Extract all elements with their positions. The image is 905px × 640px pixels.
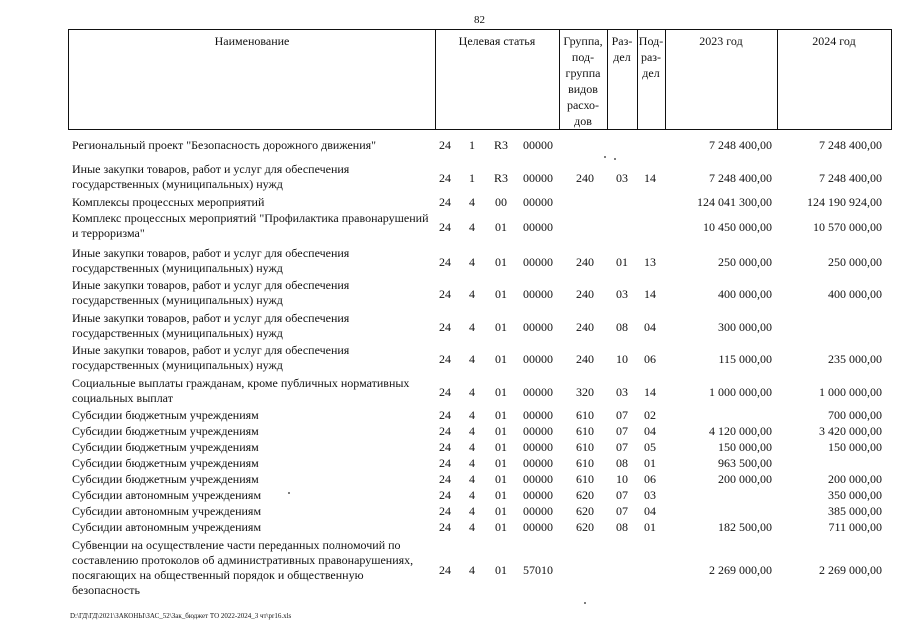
table-row [0, 376, 905, 407]
row-subsection-code: 14 [644, 384, 656, 399]
row-code-b: 1 [469, 170, 475, 185]
row-subsection-code: 02 [644, 408, 656, 422]
row-value-2023: 115 000,00 [718, 351, 772, 366]
row-group-code: 610 [576, 440, 594, 454]
row-code-c: 00 [495, 195, 507, 209]
row-code-a: 24 [439, 504, 451, 518]
row-code-c: 01 [495, 563, 507, 577]
row-section-code: 10 [616, 472, 628, 486]
row-group-code: 320 [576, 384, 594, 399]
row-code-d: 00000 [523, 319, 553, 334]
row-code-c: 01 [495, 488, 507, 502]
row-name: Социальные выплаты гражданам, кроме публичных нормативных социальных выплат [72, 376, 410, 405]
row-subsection-code: 01 [644, 456, 656, 470]
header-group-line: группа [565, 66, 601, 80]
row-value-2023: 10 450 000,00 [703, 219, 772, 234]
row-code-d: 00000 [523, 520, 553, 534]
table-row [0, 138, 905, 153]
row-code-b: 4 [469, 319, 475, 334]
row-code-c: 01 [495, 424, 507, 438]
row-name: Субсидии автономным учреждениям [72, 520, 262, 534]
row-code-b: 4 [469, 456, 475, 470]
row-name: Комплекс процессных мероприятий "Профилактика правонарушений и терроризма" [72, 211, 429, 240]
row-code-d: 00000 [523, 286, 553, 301]
table-row [0, 488, 905, 503]
row-code-b: 4 [469, 351, 475, 366]
row-code-b: 4 [469, 195, 475, 209]
row-code-c: R3 [493, 170, 508, 185]
row-value-2023: 200 000,00 [718, 472, 772, 486]
row-subsection-code: 01 [644, 520, 656, 534]
row-name: Субсидии бюджетным учреждениям [72, 440, 259, 454]
row-code-b: 4 [469, 488, 475, 502]
row-group-code: 240 [576, 319, 594, 334]
row-value-2024: 711 000,00 [828, 520, 882, 534]
table-row [0, 538, 905, 602]
row-code-a: 24 [439, 286, 451, 301]
row-code-d: 00000 [523, 195, 553, 209]
table-row [0, 504, 905, 519]
row-name: Субсидии бюджетным учреждениям [72, 456, 259, 470]
row-code-a: 24 [439, 219, 451, 234]
row-code-c: 01 [495, 219, 507, 234]
row-subsection-code: 14 [644, 170, 656, 185]
row-group-code: 240 [576, 351, 594, 366]
row-value-2024: 250 000,00 [828, 254, 882, 269]
table-row [0, 424, 905, 439]
row-subsection-code: 04 [644, 319, 656, 334]
row-group-code: 620 [576, 488, 594, 502]
row-code-d: 00000 [523, 472, 553, 486]
row-section-code: 08 [616, 456, 628, 470]
row-section-code: 07 [616, 488, 628, 502]
table-row [0, 456, 905, 471]
table-row [0, 472, 905, 487]
row-code-a: 24 [439, 472, 451, 486]
header-2024: 2024 год [812, 34, 856, 48]
row-code-c: 01 [495, 504, 507, 518]
row-subsection-code: 14 [644, 286, 656, 301]
row-name: Иные закупки товаров, работ и услуг для обеспечения государственных (муниципальных) нужд [72, 311, 350, 340]
row-code-a: 24 [439, 408, 451, 422]
row-code-b: 4 [469, 520, 475, 534]
row-value-2024: 385 000,00 [828, 504, 882, 518]
row-name: Иные закупки товаров, работ и услуг для обеспечения государственных (муниципальных) нужд [72, 343, 350, 372]
table-row [0, 162, 905, 193]
scan-dot [288, 492, 290, 494]
row-value-2023: 124 041 300,00 [697, 195, 772, 209]
row-code-c: 01 [495, 472, 507, 486]
row-section-code: 03 [616, 286, 628, 301]
row-name: Субсидии автономным учреждениям [72, 504, 262, 518]
header-subsection-line: раз- [640, 50, 662, 64]
row-code-a: 24 [439, 138, 451, 152]
row-subsection-code: 05 [644, 440, 656, 454]
row-code-c: 01 [495, 408, 507, 422]
row-value-2024: 7 248 400,00 [819, 170, 882, 185]
row-name: Региональный проект "Безопасность дорожного движения" [72, 138, 377, 152]
table-row [0, 211, 905, 242]
row-group-code: 610 [576, 472, 594, 486]
row-code-b: 4 [469, 440, 475, 454]
row-group-code: 240 [576, 254, 594, 269]
row-value-2024: 3 420 000,00 [819, 424, 882, 438]
row-value-2023: 250 000,00 [718, 254, 772, 269]
row-code-c: R3 [493, 138, 508, 152]
row-code-a: 24 [439, 488, 451, 502]
row-code-a: 24 [439, 384, 451, 399]
row-value-2024: 1 000 000,00 [819, 384, 882, 399]
row-value-2023: 4 120 000,00 [709, 424, 772, 438]
row-code-b: 4 [469, 219, 475, 234]
row-code-a: 24 [439, 563, 451, 577]
row-group-code: 610 [576, 456, 594, 470]
row-code-a: 24 [439, 520, 451, 534]
header-subsection-line: Под- [638, 34, 664, 48]
row-value-2024: 2 269 000,00 [819, 563, 882, 577]
row-code-c: 01 [495, 286, 507, 301]
row-value-2023: 1 000 000,00 [709, 384, 772, 399]
row-code-d: 00000 [523, 456, 553, 470]
row-code-c: 01 [495, 456, 507, 470]
row-code-a: 24 [439, 195, 451, 209]
header-name: Наименование [214, 34, 290, 48]
row-code-b: 4 [469, 384, 475, 399]
row-value-2024: 700 000,00 [828, 408, 882, 422]
table-row [0, 246, 905, 277]
scan-dot [584, 602, 586, 604]
header-section-line: Раз- [611, 34, 633, 48]
row-code-d: 00000 [523, 384, 553, 399]
table-row [0, 195, 905, 210]
header-group-line: Группа, [563, 34, 603, 48]
scan-dot [604, 156, 606, 158]
row-value-2024: 10 570 000,00 [813, 219, 882, 234]
row-group-code: 610 [576, 408, 594, 422]
table-row [0, 278, 905, 309]
table-header [68, 29, 892, 130]
header-subsection-line: дел [642, 66, 660, 80]
row-section-code: 01 [616, 254, 628, 269]
row-subsection-code: 06 [644, 472, 656, 486]
row-value-2024: 400 000,00 [828, 286, 882, 301]
row-code-a: 24 [439, 440, 451, 454]
row-code-d: 00000 [523, 138, 553, 152]
row-subsection-code: 04 [644, 424, 656, 438]
table-row [0, 440, 905, 455]
row-name: Субсидии автономным учреждениям [72, 488, 262, 502]
row-group-code: 620 [576, 504, 594, 518]
row-code-a: 24 [439, 351, 451, 366]
row-group-code: 620 [576, 520, 594, 534]
row-code-c: 01 [495, 351, 507, 366]
row-section-code: 07 [616, 440, 628, 454]
row-code-d: 57010 [523, 563, 553, 577]
row-value-2023: 150 000,00 [718, 440, 772, 454]
table-row [0, 520, 905, 535]
row-code-b: 4 [469, 504, 475, 518]
row-name: Субсидии бюджетным учреждениям [72, 424, 259, 438]
row-subsection-code: 03 [644, 488, 656, 502]
row-value-2023: 182 500,00 [718, 520, 772, 534]
row-name: Иные закупки товаров, работ и услуг для обеспечения государственных (муниципальных) нужд [72, 162, 350, 191]
header-group-line: видов [568, 82, 598, 96]
row-code-a: 24 [439, 254, 451, 269]
row-code-b: 4 [469, 286, 475, 301]
row-code-d: 00000 [523, 219, 553, 234]
row-name: Иные закупки товаров, работ и услуг для обеспечения государственных (муниципальных) нужд [72, 278, 350, 307]
page-number: 82 [474, 14, 485, 26]
row-section-code: 08 [616, 520, 628, 534]
row-name: Комплексы процессных мероприятий [72, 195, 265, 209]
row-value-2024: 350 000,00 [828, 488, 882, 502]
header-target-article: Целевая статья [458, 34, 536, 48]
header-group-line: расхо- [566, 98, 600, 112]
row-code-d: 00000 [523, 504, 553, 518]
row-group-code: 240 [576, 170, 594, 185]
header-2023: 2023 год [699, 34, 743, 48]
row-code-b: 4 [469, 408, 475, 422]
row-group-code: 240 [576, 286, 594, 301]
row-value-2024: 235 000,00 [828, 351, 882, 366]
row-section-code: 03 [616, 170, 628, 185]
row-code-b: 4 [469, 472, 475, 486]
row-code-c: 01 [495, 520, 507, 534]
row-code-d: 00000 [523, 408, 553, 422]
row-code-b: 4 [469, 424, 475, 438]
row-value-2023: 7 248 400,00 [709, 170, 772, 185]
row-code-a: 24 [439, 456, 451, 470]
row-code-a: 24 [439, 319, 451, 334]
file-path-footer: D:\ГД\ГД\2021\ЗАКОНЫ\ЗАС_52\Зак_бюджет ТО 2022-2024_3 чт\pr16.xls [70, 612, 292, 620]
row-code-b: 4 [469, 563, 475, 577]
row-name: Субсидии бюджетным учреждениям [72, 472, 259, 486]
row-section-code: 07 [616, 504, 628, 518]
row-value-2024: 150 000,00 [828, 440, 882, 454]
row-code-d: 00000 [523, 170, 553, 185]
row-value-2023: 400 000,00 [718, 286, 772, 301]
row-name: Субсидии бюджетным учреждениям [72, 408, 259, 422]
row-code-c: 01 [495, 440, 507, 454]
row-code-a: 24 [439, 424, 451, 438]
table-row [0, 311, 905, 342]
row-name: Иные закупки товаров, работ и услуг для обеспечения государственных (муниципальных) нужд [72, 246, 350, 275]
row-subsection-code: 06 [644, 351, 656, 366]
row-value-2024: 200 000,00 [828, 472, 882, 486]
scan-dot [614, 158, 616, 160]
header-group-line: дов [574, 114, 592, 128]
row-name: Субвенции на осуществление части переданных полномочий по составлению протоколов об административных правонарушениях, посягающих на общественный порядок и общественную безопасность [72, 538, 414, 597]
table-row [0, 343, 905, 374]
row-section-code: 07 [616, 408, 628, 422]
row-value-2023: 7 248 400,00 [709, 138, 772, 152]
row-section-code: 08 [616, 319, 628, 334]
row-code-b: 1 [469, 138, 475, 152]
row-section-code: 03 [616, 384, 628, 399]
row-code-d: 00000 [523, 440, 553, 454]
row-code-d: 00000 [523, 488, 553, 502]
row-subsection-code: 04 [644, 504, 656, 518]
row-code-c: 01 [495, 384, 507, 399]
header-subsection [637, 30, 665, 129]
row-value-2023: 2 269 000,00 [709, 563, 772, 577]
row-subsection-code: 13 [644, 254, 656, 269]
header-group [559, 30, 607, 129]
row-code-a: 24 [439, 170, 451, 185]
row-value-2024: 124 190 924,00 [807, 195, 882, 209]
row-code-c: 01 [495, 254, 507, 269]
row-section-code: 10 [616, 351, 628, 366]
header-section-line: дел [613, 50, 631, 64]
table-row [0, 408, 905, 423]
row-code-d: 00000 [523, 254, 553, 269]
row-code-d: 00000 [523, 351, 553, 366]
row-value-2024: 7 248 400,00 [819, 138, 882, 152]
row-code-b: 4 [469, 254, 475, 269]
row-code-d: 00000 [523, 424, 553, 438]
row-value-2023: 300 000,00 [718, 319, 772, 334]
row-code-c: 01 [495, 319, 507, 334]
row-group-code: 610 [576, 424, 594, 438]
header-section [607, 30, 637, 129]
row-value-2023: 963 500,00 [718, 456, 772, 470]
header-group-line: под- [571, 50, 595, 64]
row-section-code: 07 [616, 424, 628, 438]
